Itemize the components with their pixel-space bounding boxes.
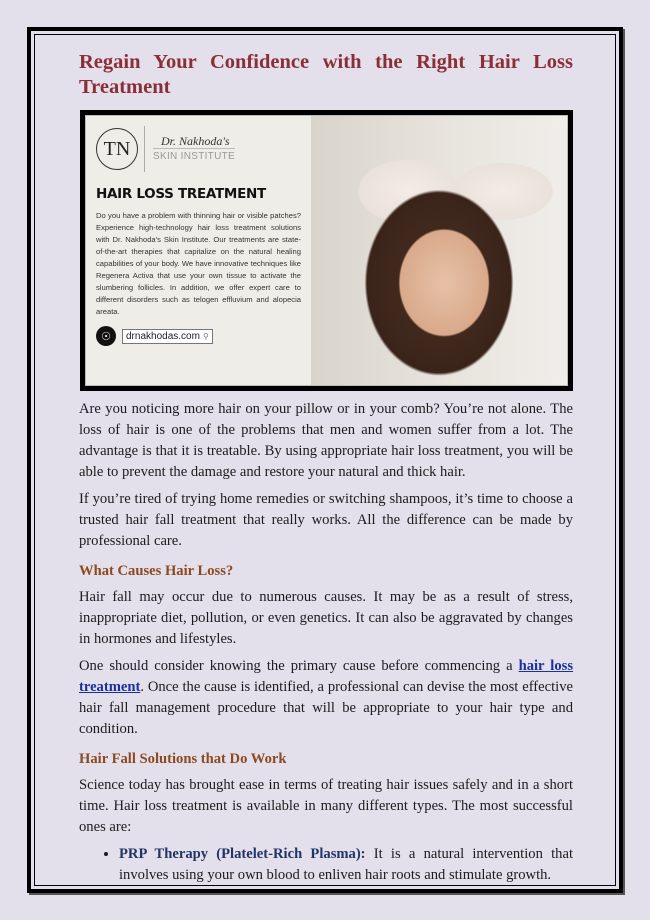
causes-paragraph-2 (79, 656, 573, 740)
intro-paragraph-2: If you’re tired of trying home remedies or switching shampoos, it’s time to choose a trusted hair fall treatment that really works. All the difference can be made by professional care. (79, 491, 573, 549)
search-icon: ⚲ (202, 331, 209, 341)
treatment-photo (311, 116, 567, 385)
banner-heading: HAIR LOSS TREATMENT (96, 186, 266, 202)
list-item (119, 844, 573, 886)
causes-p2-before: One should consider knowing the primary cause before commencing a (79, 658, 519, 674)
section-heading-causes: What Causes Hair Loss? (79, 563, 234, 579)
hero-banner-image (80, 110, 573, 391)
clinic-logo (96, 124, 301, 174)
document-content (79, 50, 573, 886)
solutions-list (79, 844, 573, 886)
website-box (122, 329, 213, 344)
page-title: Regain Your Confidence with the Right Hair Loss Treatment (79, 51, 573, 98)
causes-p2-after: . Once the cause is identified, a professional can devise the most effective hair fall management procedure that will be appropriate to your hair type and condition. (79, 679, 573, 737)
logo-subtitle: SKIN INSTITUTE (153, 148, 235, 163)
banner-website (96, 326, 301, 346)
section-heading-solutions: Hair Fall Solutions that Do Work (79, 751, 287, 767)
banner-inner (85, 115, 568, 386)
hair-loss-treatment-link[interactable]: hair loss treatment (79, 658, 573, 695)
globe-icon: ☉ (96, 326, 116, 346)
banner-text-panel (86, 116, 311, 385)
intro-paragraph-1: Are you noticing more hair on your pillow or in your comb? You’re not alone. The loss of hair is one of the problems that men and women suffer from a lot. The advantage is that it is treatable. By using appropriate hair loss treatment, you will be able to prevent the damage and restore your natural and thick hair. (79, 401, 573, 480)
logo-monogram-icon: TN (96, 128, 138, 170)
logo-text (153, 135, 235, 163)
logo-name: Dr. Nakhoda's (161, 134, 230, 148)
bullet-text: It is a natural intervention that involves using your own blood to enliven hair roots and stimulate growth. (119, 846, 574, 883)
bullet-label: PRP Therapy (Platelet-Rich Plasma): (119, 846, 366, 862)
solutions-paragraph: Science today has brought ease in terms of treating hair issues safely and in a short time. Hair loss treatment is available in many different types. The most successful ones are: (79, 777, 573, 835)
logo-divider (144, 126, 145, 172)
banner-description: Do you have a problem with thinning hair or visible patches? Experience high-technology hair loss treatment solutions with Dr. Nakhoda's Skin Institute. Our treatments are state-of-the-art therapies that capitalize on the natural healing capabilities of your body. We have innovative techniques like Regenera Activa that use your own tissue to activate the slumbering follicles. In addition, we offer expert care to different disorders such as telogen effluvium and alopecia areata. (96, 211, 301, 316)
causes-paragraph-1: Hair fall may occur due to numerous causes. It may be as a result of stress, inappropriate diet, pollution, or even genetics. It can also be aggravated by changes in hormones and lifestyles. (79, 589, 573, 647)
website-text: drnakhodas.com (126, 330, 200, 342)
